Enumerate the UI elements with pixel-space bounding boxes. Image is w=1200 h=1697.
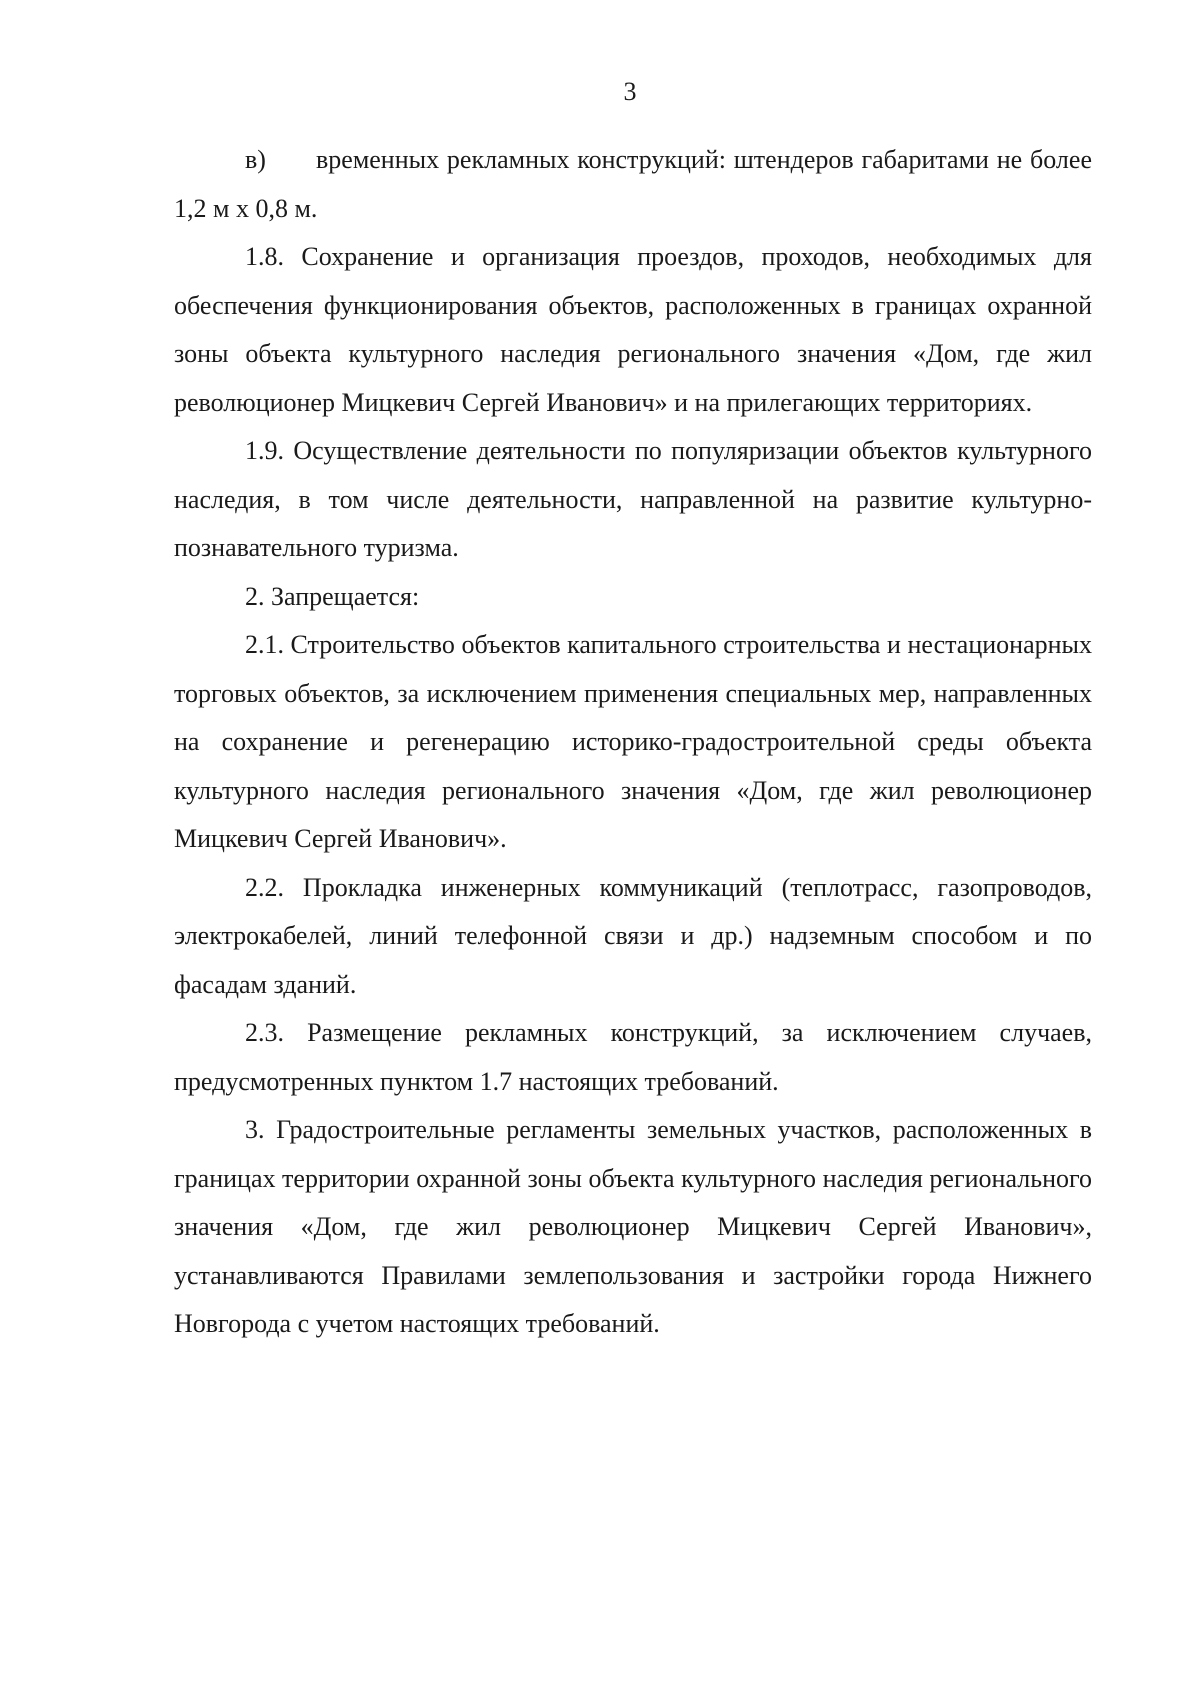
paragraph-text: временных рекламных конструкций: штендеров габаритами не более 1,2 м х 0,8 м. [174,145,1092,223]
paragraph-2-heading: 2. Запрещается: [245,581,420,611]
paragraph-2-1: 2.1. Строительство объектов капитального строительства и нестационарных торговых объектов, за исключением применения специальных мер, направленных на сохранение и регенерацию историко-градостроительной среды объекта культурного наследия регионального значения «Дом, где жил революционер Мицкевич Сергей Иванович». [174,630,1092,853]
paragraph-item-v [174,136,1092,233]
paragraph-1-9: 1.9. Осуществление деятельности по популяризации объектов культурного наследия, в том числе деятельности, направленной на развитие культурно-познавательного туризма. [174,436,1092,562]
paragraph-3: 3. Градостроительные регламенты земельных участков, расположенных в границах территории охранной зоны объекта культурного наследия регионального значения «Дом, где жил революционер Мицкевич Сергей Иванович», устанавливаются Правилами землепользования и застройки города Нижнего Новгорода с учетом настоящих требований. [174,1115,1092,1338]
paragraph-1-8: 1.8. Сохранение и организация проездов, проходов, необходимых для обеспечения функционирования объектов, расположенных в границах охранной зоны объекта культурного наследия регионального значения «Дом, где жил революционер Мицкевич Сергей Иванович» и на прилегающих территориях. [174,242,1092,417]
list-label: в) [245,145,266,174]
paragraph-2-2: 2.2. Прокладка инженерных коммуникаций (теплотрасс, газопроводов, электрокабелей, линий телефонной связи и др.) надземным способом и по фасадам зданий. [174,872,1092,999]
document-body [174,136,1092,1349]
page-number: 3 [623,77,637,106]
paragraph-2-3: 2.3. Размещение рекламных конструкций, за исключением случаев, предусмотренных пунктом 1.7 настоящих требований. [174,1018,1092,1096]
